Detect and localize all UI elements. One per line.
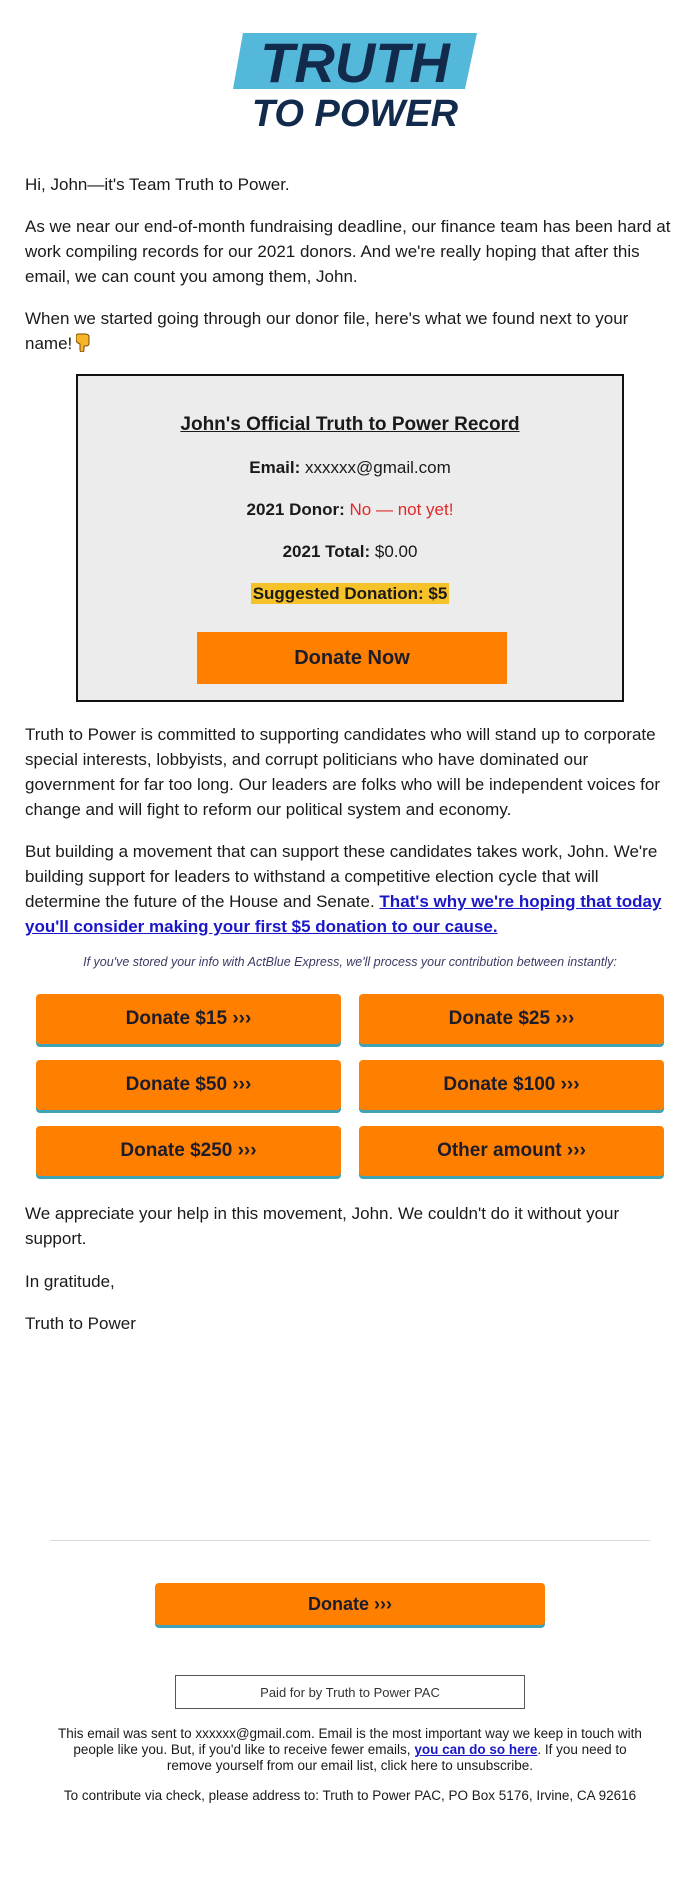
donate-250-button[interactable]: Donate $250 ›››: [36, 1126, 341, 1176]
intro-paragraph-2: [25, 306, 675, 359]
record-email-label: Email:: [249, 458, 301, 477]
greeting: Hi, John—it's Team Truth to Power.: [25, 175, 290, 194]
suggested-donation-highlight: Suggested Donation: $5: [252, 584, 448, 603]
footer-divider: [50, 1540, 650, 1541]
record-donor-label: 2021 Donor:: [246, 500, 345, 519]
donate-15-button[interactable]: Donate $15 ›››: [36, 994, 341, 1044]
actblue-note: If you've stored your info with ActBlue Express, we'll process your contribution between instantly:: [83, 955, 617, 969]
donate-25-button[interactable]: Donate $25 ›››: [359, 994, 664, 1044]
intro-paragraph-2-text: When we started going through our donor file, here's what we found next to your name!: [25, 309, 629, 353]
donate-other-amount-button[interactable]: Other amount ›››: [359, 1126, 664, 1176]
signoff: In gratitude,: [25, 1272, 115, 1291]
logo-line1: TRUTH: [260, 33, 450, 94]
record-title: John's Official Truth to Power Record: [180, 414, 520, 435]
record-total-value: $0.00: [374, 542, 418, 561]
truth-to-power-logo: [233, 33, 477, 133]
record-donor-status: [78, 500, 622, 520]
body-paragraph-4: [25, 839, 675, 939]
signature: Truth to Power: [25, 1314, 136, 1333]
body-paragraph-4-text: But building a movement that can support these candidates takes work, John. We're building support for leaders to withstand a competitive election cycle that will determine the future of the House and Senate.: [25, 842, 658, 911]
footer-notice-suffix: . If you need to remove yourself from our email list, click here to unsubscribe.: [166, 1742, 627, 1773]
donor-record-card: [76, 374, 624, 702]
paid-for-disclaimer: Paid for by Truth to Power PAC: [175, 1675, 525, 1709]
record-suggested: [78, 584, 622, 604]
record-total-label: 2021 Total:: [282, 542, 371, 561]
record-email: [78, 458, 622, 478]
check-address: To contribute via check, please address to: Truth to Power PAC, PO Box 5176, Irvine, CA 92616: [63, 1788, 637, 1803]
record-donor-value: No — not yet!: [349, 500, 454, 519]
record-email-value: xxxxxx@gmail.com: [305, 458, 451, 477]
donate-50-button[interactable]: Donate $50 ›››: [36, 1060, 341, 1110]
donate-100-button[interactable]: Donate $100 ›››: [359, 1060, 664, 1110]
footer-email-notice: [50, 1726, 650, 1774]
closing-paragraph: We appreciate your help in this movement, John. We couldn't do it without your support.: [25, 1204, 620, 1248]
intro-paragraph-1: As we near our end-of-month fundraising deadline, our finance team has been hard at work compiling records for our 2021 donors. And we're really hoping that after this email, we can count you among them, John.: [25, 217, 671, 286]
record-total: [78, 542, 622, 562]
first-donation-link[interactable]: That's why we're hoping that today you'll consider making your first $5 donation to our cause.: [25, 892, 662, 936]
donate-now-button[interactable]: Donate Now: [197, 632, 507, 684]
pointing-down-icon: [76, 332, 92, 359]
body-paragraph-3: Truth to Power is committed to supporting candidates who will stand up to corporate special interests, lobbyists, and corrupt politicians who have dominated our government for far too long. Our leaders are folks who will be independent voices for change and will fight to reform our political system and economy.: [25, 725, 661, 819]
footer-notice-prefix: This email was sent to xxxxxx@gmail.com. Email is the most important way we keep in touch with people like you. But, if you'd like to receive fewer emails,: [58, 1726, 642, 1757]
fewer-emails-link[interactable]: you can do so here: [414, 1742, 538, 1757]
footer-donate-button[interactable]: Donate ›››: [155, 1583, 545, 1625]
logo-line2: TO POWER: [251, 93, 459, 133]
